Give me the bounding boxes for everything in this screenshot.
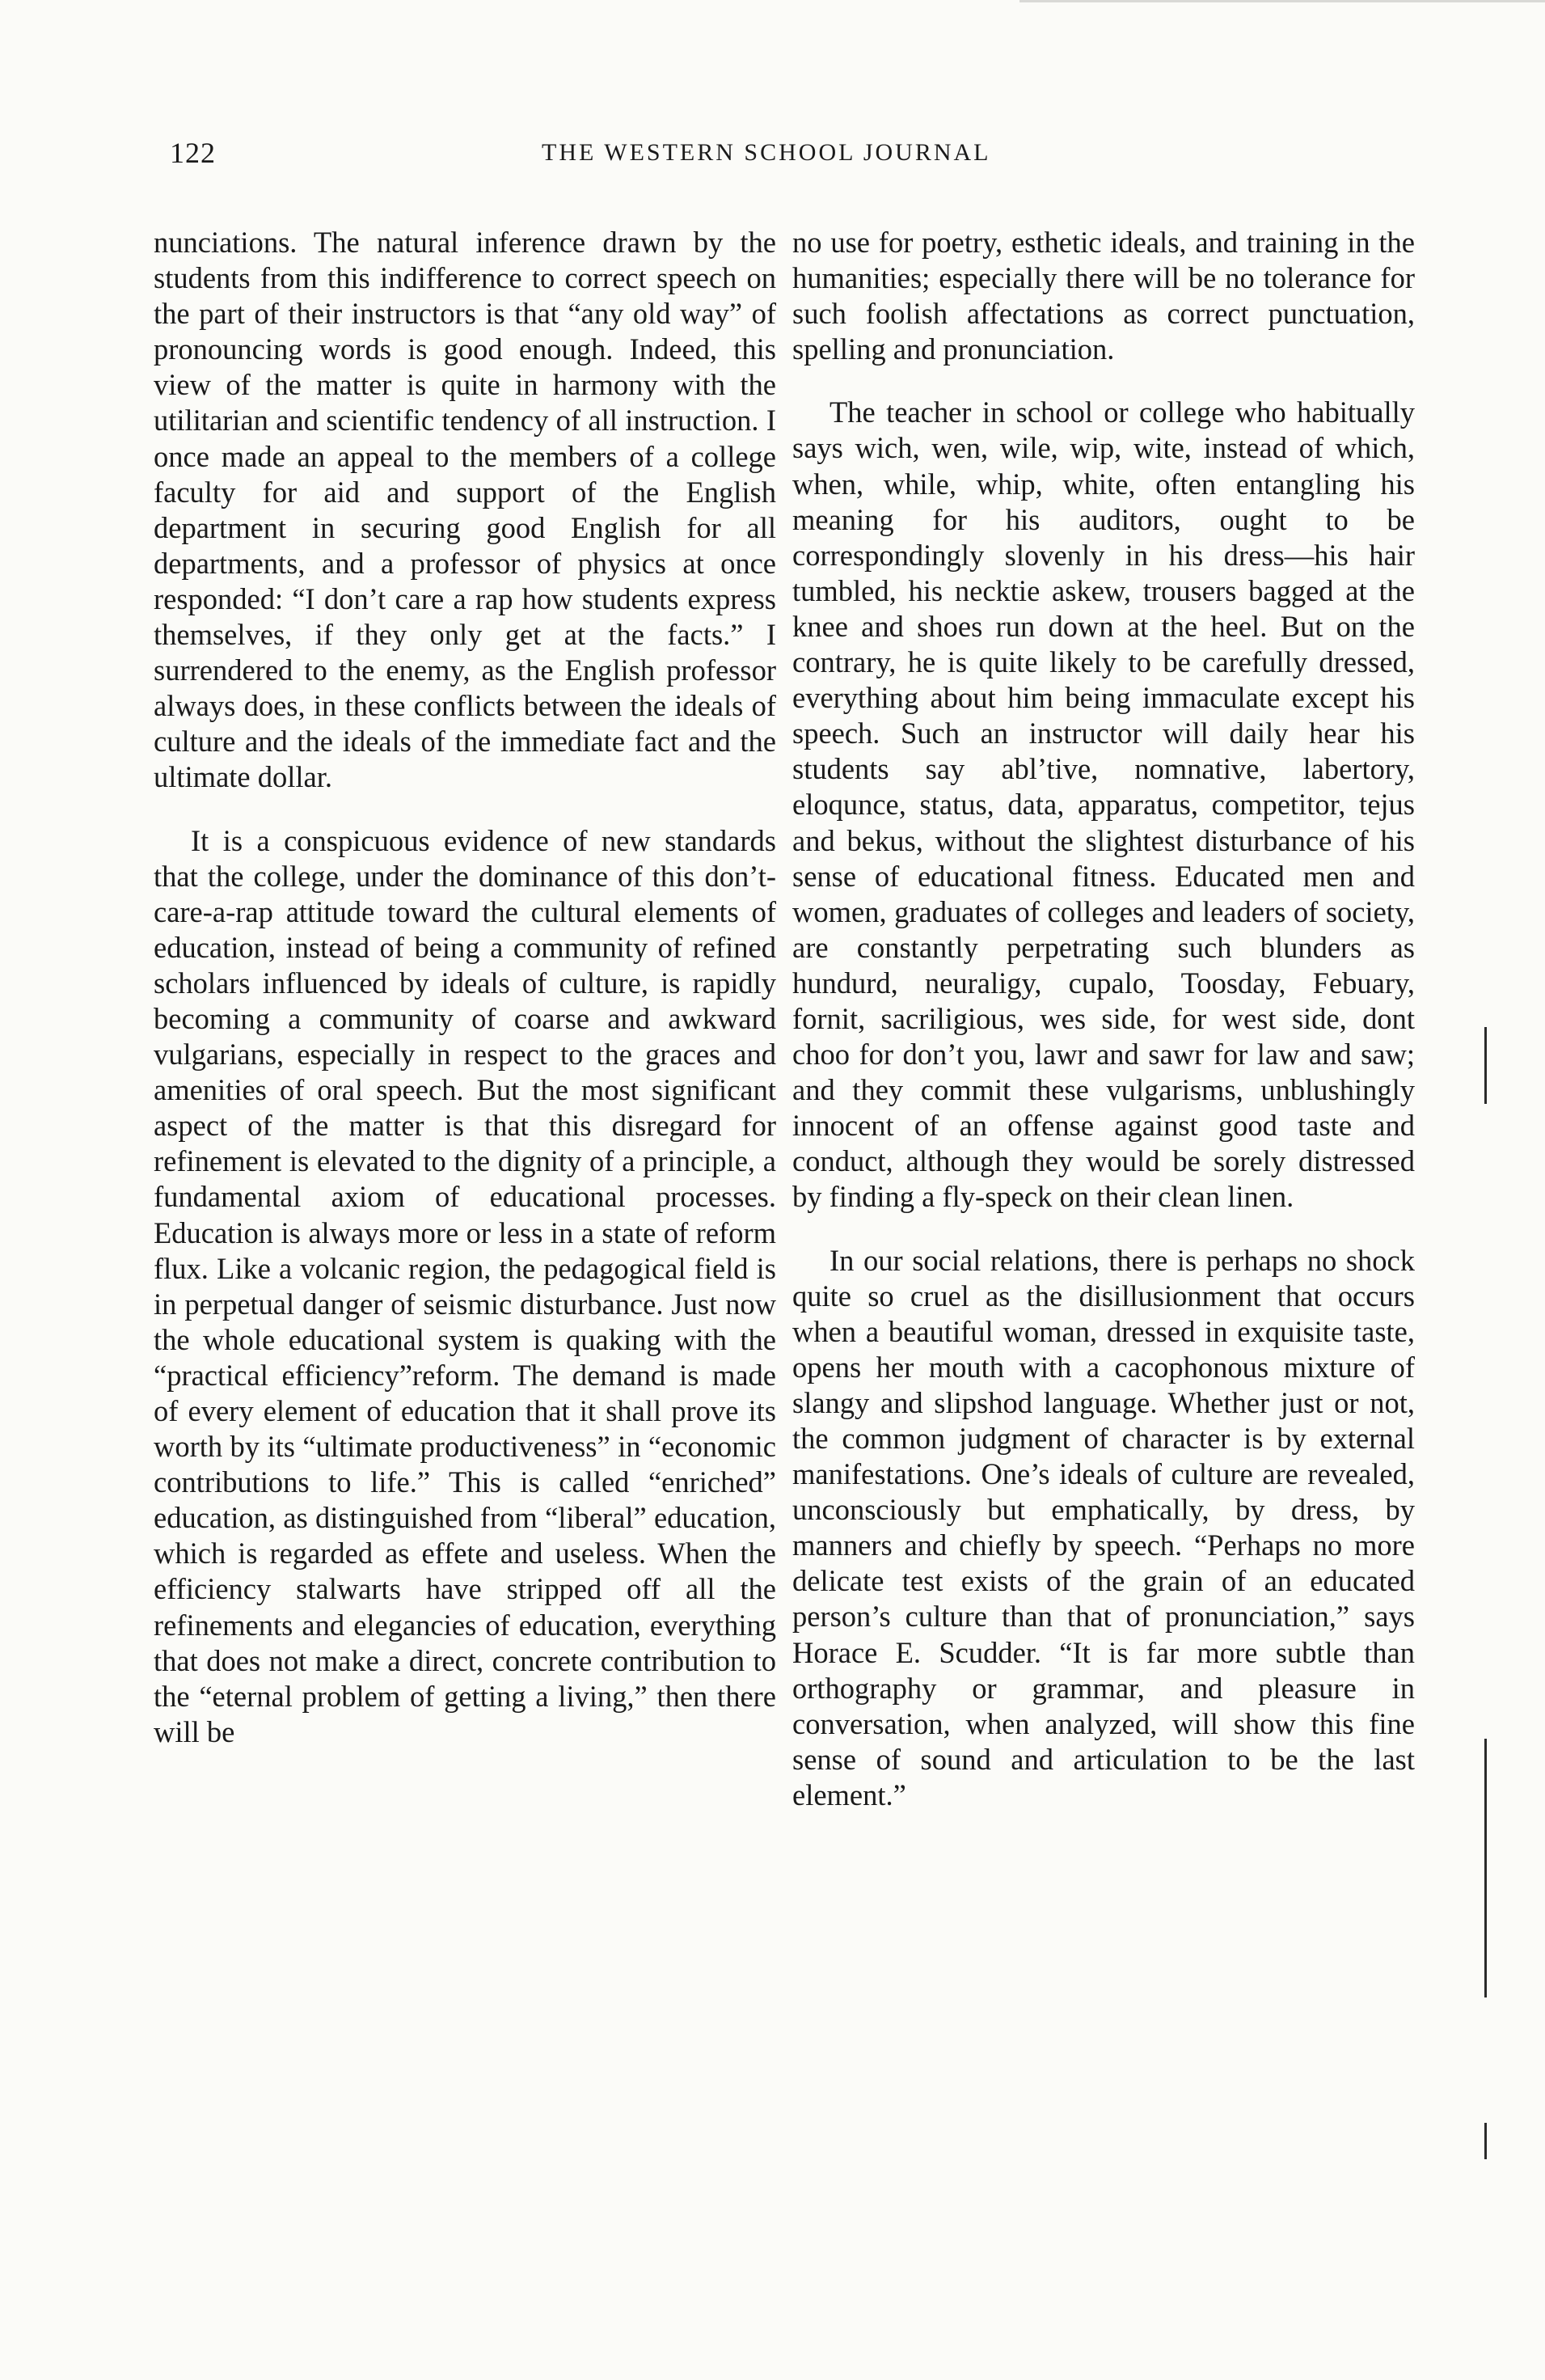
margin-mark — [1484, 2123, 1487, 2159]
paragraph: The teacher in school or college who habitually says wich, wen, wile, wip, wite, instead of which, when, while, whip, white, often entangling his meaning for his auditors, ought to be correspondingly slovenly in his dress—his hair tumbled, his necktie askew, trousers bagged at the knee and shoes run down at the heel. But on the contrary, he is quite likely to be carefully dressed, everything about him being immaculate except his speech. Such an instructor will daily hear his students say abl’tive, nomnative, labertory, eloqunce, status, data, apparatus, competitor, tejus and bekus, without the slightest disturbance of his sense of educational fitness. Educated men and women, graduates of colleges and leaders of society, are constantly perpetrating such blunders as hundurd, neuraligy, cupalo, Toosday, Febuary, fornit, sacriligious, wes side, for west side, dont choo for don’t you, lawr and sawr for law and saw; and they commit these vulgarisms, unblushingly innocent of an offense against good taste and conduct, although they would be sorely distressed by finding a fly-speck on their clean linen. — [792, 395, 1415, 1214]
paragraph: nunciations. The natural inference drawn by the students from this indifference to correct speech on the part of their instructors is that “any old way” of pronouncing words is good enough. Indeed, this view of the matter is quite in harmony with the utilitarian and scientific tendency of all instruction. I once made an appeal to the members of a college faculty for aid and support of the English department in securing good English for all departments, and a professor of physics at once responded: “I don’t care a rap how students express themselves, if they only get at the facts.” I surrendered to the enemy, as the English professor always does, in these conflicts between the ideals of culture and the ideals of the immediate fact and the ultimate dollar. — [154, 226, 776, 794]
paragraph: It is a conspicuous evidence of new standards that the college, under the dominance of this don’t-care-a-rap attitude toward the cultural elements of education, instead of being a community of refined scholars influenced by ideals of culture, is rapidly becoming a community of coarse and awkward vulgarians, especially in respect to the graces and amenities of oral speech. But the most significant aspect of the matter is that this disregard for refinement is elevated to the dignity of a principle, a fundamental axiom of educational processes. Education is always more or less in a state of reform flux. Like a volcanic region, the pedagogical field is in perpetual danger of seismic disturbance. Just now the whole educational system is quaking with the “practical efficiency”reform. The demand is made of every element of education that it shall prove its worth by its “ultimate productiveness” in “economic contributions to life.” This is called “enriched” education, as distinguished from “liberal” education, which is regarded as effete and useless. When the efficiency stalwarts have stripped off all the refinements and elegancies of education, everything that does not make a direct, concrete contribution to the “eternal problem of getting a living,” then there will be — [154, 823, 776, 1748]
page-header — [170, 136, 1399, 175]
margin-mark — [1484, 1027, 1487, 1104]
paragraph: In our social relations, there is perhaps no shock quite so cruel as the disillusionment that occurs when a beautiful woman, dressed in exquisite taste, opens her mouth with a cacophonous mixture of slangy and slipshod language. Whether just or not, the common judgment of character is by external manifestations. One’s ideals of culture are revealed, unconsciously but emphatically, by dress, by manners and chiefly by speech. “Perhaps no more delicate test exists of the grain of an educated person’s culture than that of pronunciation,” says Horace E. Scudder. “It is far more subtle than orthography or grammar, and pleasure in conversation, when analyzed, will show this fine sense of sound and articulation to be the last element.” — [792, 1243, 1415, 1811]
right-column — [792, 225, 1415, 1841]
page-number: 122 — [170, 137, 216, 169]
running-title: THE WESTERN SCHOOL JOURNAL — [542, 139, 991, 166]
paragraph: no use for poetry, esthetic ideals, and training in the humanities; especially there will be no tolerance for such foolish affectations as correct punctuation, spelling and pronunciation. — [792, 226, 1415, 366]
top-edge-rule — [1019, 0, 1545, 2]
margin-mark — [1484, 1739, 1487, 1997]
left-column — [154, 225, 776, 1778]
